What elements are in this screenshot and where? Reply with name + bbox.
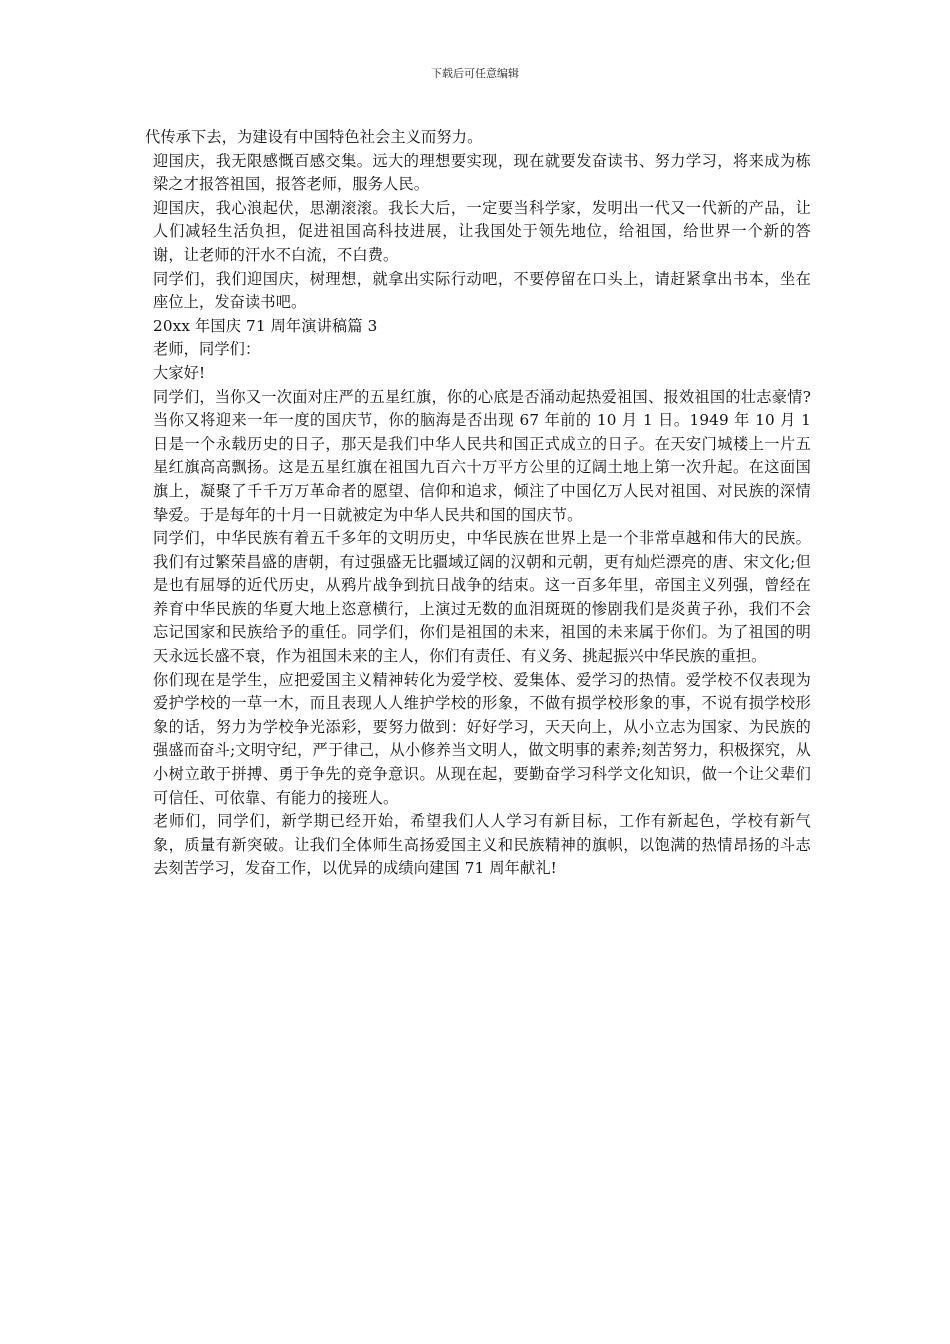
paragraph: 迎国庆，我心浪起伏，思潮滚滚。我长大后，一定要当科学家，发明出一代又一代新的产品，让人们减轻生活负担，促进祖国高科技进展，让我国处于领先地位，给祖国，给世界一个新的答谢，让老师的汗水不白流，不白费。 <box>153 198 811 264</box>
paragraph: 同学们，我们迎国庆，树理想，就拿出实际行动吧，不要停留在口头上，请赶紧拿出书本，坐在座位上，发奋读书吧。 <box>153 269 811 312</box>
salutation: 老师，同学们： <box>153 340 261 359</box>
paragraph: 你们现在是学生，应把爱国主义精神转化为爱学校、爱集体、爱学习的热情。爱学校不仅表现为爱护学校的一草一木，而且表现人人维护学校的形象，不做有损学校形象的事，不说有损学校形象的话，努力为学校争光添彩，要努力做到：好好学习，天天向上，从小立志为国家、为民族的强盛而奋斗;文明守纪，严于律己，从小修养当文明人，做文明事的素养;刻苦努力，积极探究，从小树立敢于拼搏、勇于争先的竞争意识。从现在起，要勤奋学习科学文化知识，做一个让父辈们可信任、可依靠、有能力的接班人。 <box>153 670 811 807</box>
paragraph: 老师们，同学们，新学期已经开始，希望我们人人学习有新目标，工作有新起色，学校有新气象，质量有新突破。让我们全体师生高扬爱国主义和民族精神的旗帜，以饱满的热情昂扬的斗志去刻苦学习，发奋工作，以优异的成绩向建国 71 周年献礼! <box>153 812 811 878</box>
paragraph: 同学们，中华民族有着五千多年的文明历史，中华民族在世界上是一个非常卓越和伟大的民族。我们有过繁荣昌盛的唐朝，有过强盛无比疆域辽阔的汉朝和元朝，更有灿烂漂亮的唐、宋文化;但是也有屈辱的近代历史，从鸦片战争到抗日战争的结束。这一百多年里，帝国主义列强，曾经在养育中华民族的华夏大地上恣意横行，上演过无数的血泪斑斑的惨剧我们是炎黄子孙，我们不会忘记国家和民族给予的重任。同学们，你们是祖国的未来，祖国的未来属于你们。为了祖国的明天永远长盛不衰，作为祖国未来的主人，你们有责任、有义务、挑起振兴中华民族的重担。 <box>153 529 811 666</box>
page-header: 下载后可任意编辑 <box>431 67 519 80</box>
section-heading: 20xx 年国庆 71 周年演讲稿篇 3 <box>153 316 378 335</box>
document-body <box>145 126 811 881</box>
paragraph: 代传承下去，为建设有中国特色社会主义而努力。 <box>145 128 483 146</box>
paragraph: 迎国庆，我无限感慨百感交集。远大的理想要实现，现在就要发奋读书、努力学习，将来成为栋梁之才报答祖国，报答老师，服务人民。 <box>153 151 811 194</box>
paragraph: 同学们，当你又一次面对庄严的五星红旗，你的心底是否涌动起热爱祖国、报效祖国的壮志豪情?当你又将迎来一年一度的国庆节，你的脑海是否出现 67 年前的 10 月 1 日。1949 年 10 月 1 日是一个永载历史的日子，那天是我们中华人民共和国正式成立的日子。在天安门城楼上一片五星红旗高高飘扬。这是五星红旗在祖国九百六十万平方公里的辽阔土地上第一次升起。在这面国旗上，凝聚了千千万万革命者的愿望、信仰和追求，倾注了中国亿万人民对祖国、对民族的深情挚爱。于是每年的十月一日就被定为中华人民共和国的国庆节。 <box>153 387 811 524</box>
greeting: 大家好! <box>153 363 206 382</box>
